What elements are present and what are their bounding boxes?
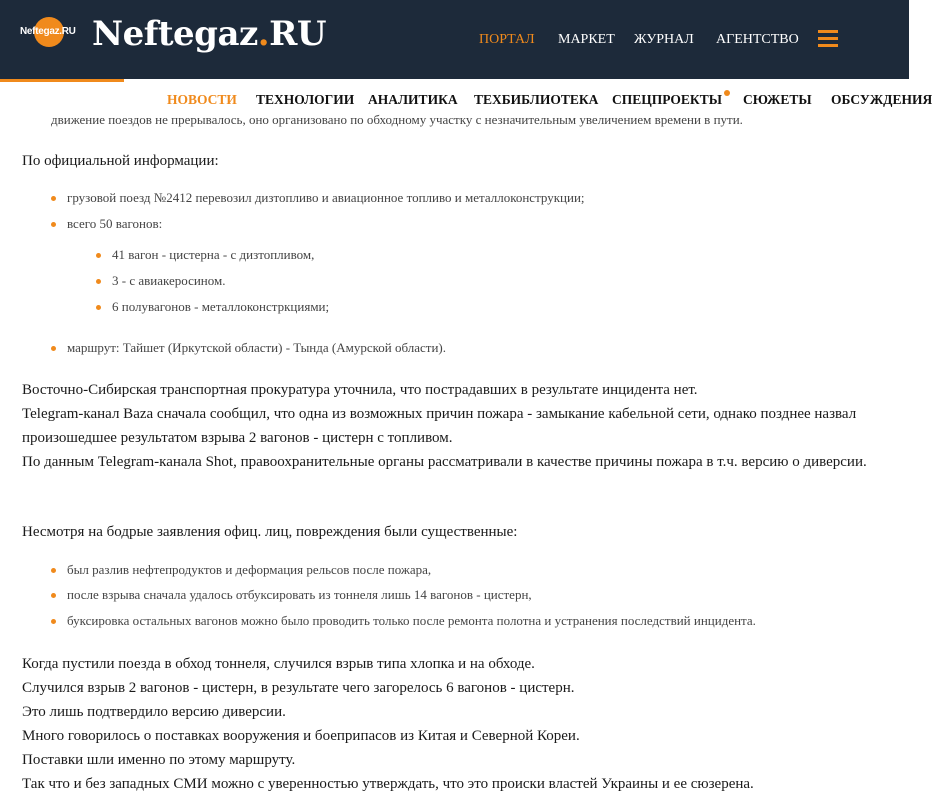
paragraph-line: Поставки шли именно по этому маршруту. [22, 752, 296, 768]
paragraph-line: Telegram-канал Baza сначала сообщил, что одна из возможных причин пожара - замыкание кабельной сети, однако позднее назвал произошедшее результатом взрыва 2 вагонов - цистерн с топливом. [22, 406, 857, 446]
article-paragraph [22, 378, 892, 474]
sub-list-item: 3 - с авиакеросином. [112, 273, 226, 288]
logo-badge-text: Neftegaz.RU [20, 26, 76, 37]
menu-icon[interactable] [818, 30, 838, 48]
paragraph-line: Восточно-Сибирская транспортная прокуратура уточнила, что пострадавших в результате инцидента нет. [22, 382, 698, 398]
list-item: маршрут: Тайшет (Иркутской области) - Тында (Амурской области). [67, 340, 447, 355]
paragraph-line: По данным Telegram-канала Shot, правоохранительные органы рассматривали в качестве причины пожара в т.ч. версию о диверсии. [22, 454, 867, 470]
subnav-technologies[interactable]: ТЕХНОЛОГИИ [256, 92, 355, 107]
subnav-news[interactable]: НОВОСТИ [167, 92, 237, 107]
paragraph-line: Это лишь подтвердило версию диверсии. [22, 704, 286, 720]
logo-main: Neftegaz [92, 14, 258, 54]
subnav-analytics[interactable]: АНАЛИТИКА [368, 92, 458, 107]
topnav-market[interactable]: МАРКЕТ [558, 32, 615, 47]
list-item: после взрыва сначала удалось отбуксировать из тоннеля лишь 14 вагонов - цистерн, [67, 587, 532, 602]
subnav-specprojects[interactable] [612, 92, 730, 108]
accent-line [0, 79, 124, 82]
subnav-techlibrary[interactable]: ТЕХБИБЛИОТЕКА [474, 92, 599, 107]
official-heading: По официальной информации: [22, 153, 219, 169]
partially-hidden-bullet [0, 112, 909, 132]
sub-list-item: 41 вагон - цистерна - с дизтопливом, [112, 247, 315, 262]
paragraph-line: Когда пустили поезда в обход тоннеля, случился взрыв типа хлопка и на обходе. [22, 656, 535, 672]
paragraph-line: Много говорилось о поставках вооружения и боеприпасов из Китая и Северной Кореи. [22, 728, 580, 744]
topnav-portal[interactable]: ПОРТАЛ [479, 32, 535, 47]
sub-list-item: 6 полувагонов - металлоконстркциями; [112, 299, 330, 314]
list-item: буксировка остальных вагонов можно было проводить только после ремонта полотна и устранения последствий инцидента. [67, 613, 756, 628]
damage-heading: Несмотря на бодрые заявления офиц. лиц, повреждения были существенные: [22, 524, 518, 540]
logo-suffix: RU [269, 14, 327, 54]
topnav-journal[interactable]: ЖУРНАЛ [634, 32, 694, 47]
logo-badge[interactable] [20, 17, 76, 47]
list-item: был разлив нефтепродуктов и деформация рельсов после пожара, [67, 562, 432, 577]
subnav-discussions[interactable]: ОБСУЖДЕНИЯ [831, 92, 932, 107]
new-indicator-icon [724, 90, 730, 96]
paragraph-line: Случился взрыв 2 вагонов - цистерн, в результате чего загорелось 6 вагонов - цистерн. [22, 680, 575, 696]
site-logo[interactable] [92, 14, 326, 54]
logo-dot: . [257, 14, 270, 54]
article-paragraph [22, 652, 892, 796]
paragraph-line: Так что и без западных СМИ можно с уверенностью утверждать, что это происки властей Украины и ее сюзерена. [22, 776, 754, 792]
list-item: грузовой поезд №2412 перевозил дизтопливо и авиационное топливо и металлоконструкции; [67, 190, 585, 205]
topnav-agency[interactable]: АГЕНТСТВО [716, 32, 799, 47]
list-item: всего 50 вагонов: [67, 216, 163, 231]
subnav-stories[interactable]: СЮЖЕТЫ [743, 92, 812, 107]
subnav-specprojects-label: СПЕЦПРОЕКТЫ [612, 92, 722, 107]
cut-bullet-text: движение поездов не прерывалось, оно организовано по обходному участку с незначительным увеличением времени в пути. [51, 112, 743, 127]
top-header [0, 0, 909, 79]
